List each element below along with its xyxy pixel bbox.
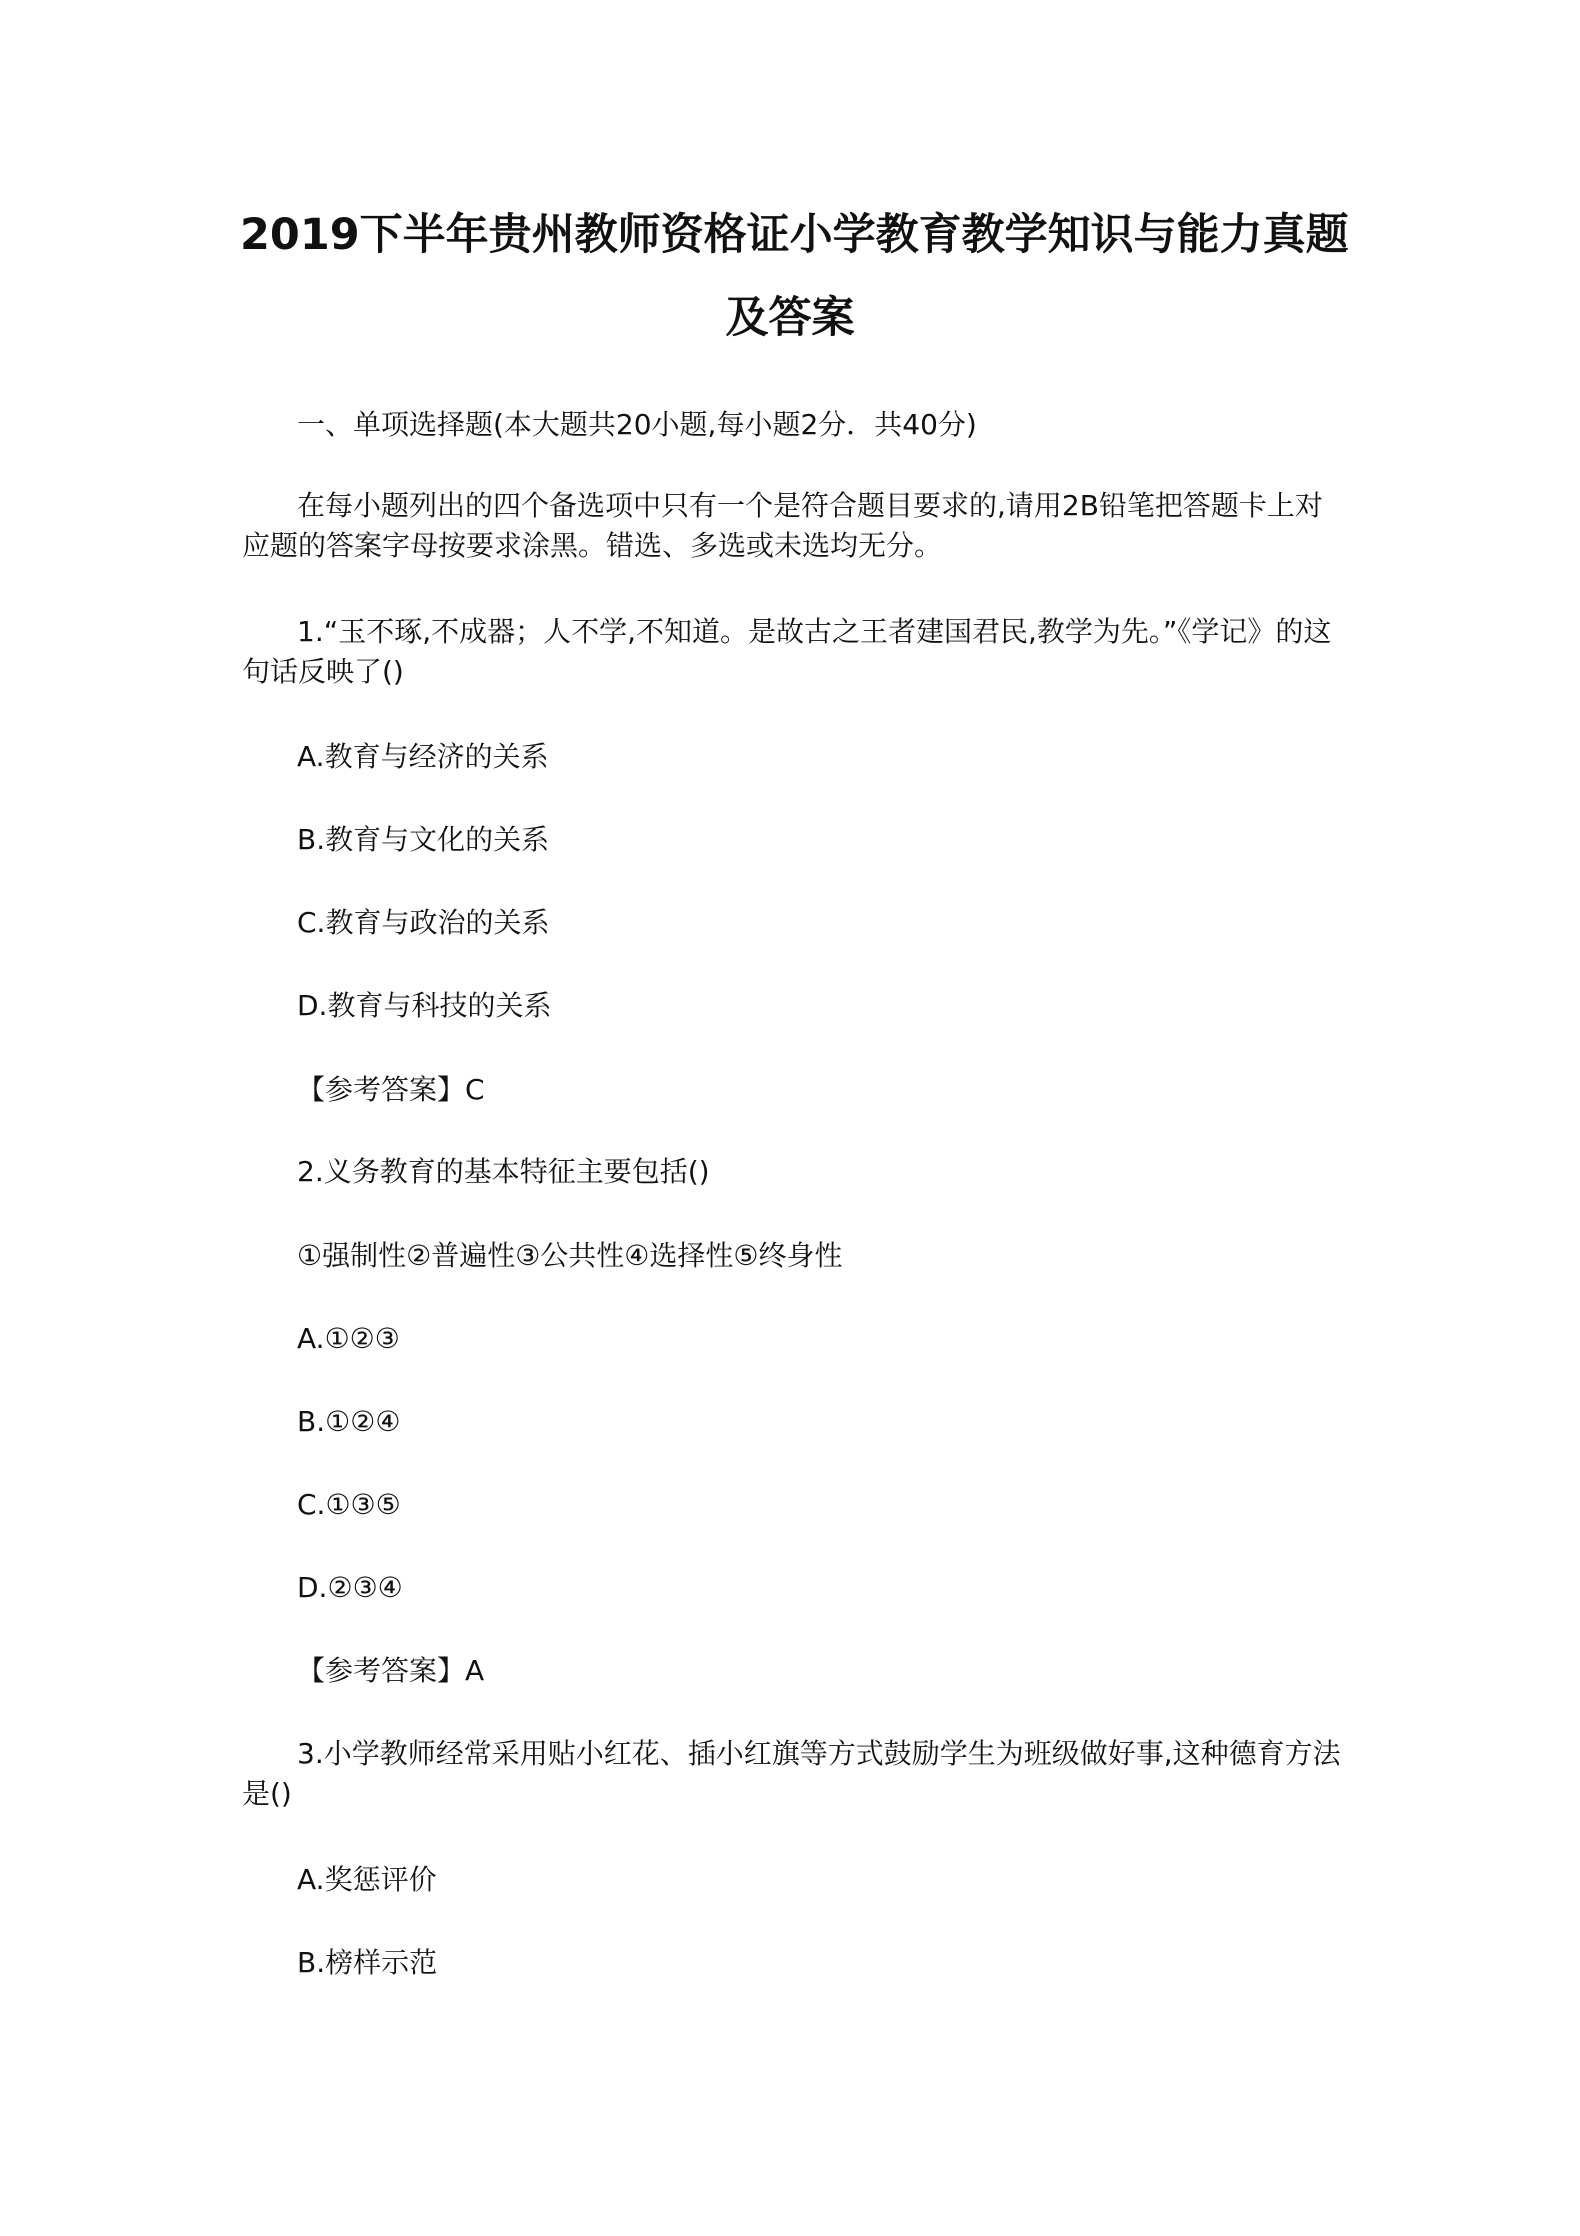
question-2-sub-line: ①强制性②普遍性③公共性④选择性⑤终身性 — [297, 1239, 843, 1272]
question-3-stem-line-1: 3.小学教师经常采用贴小红花、插小红旗等方式鼓励学生为班级做好事,这种德育方法 — [297, 1737, 1341, 1770]
question-1-stem-line-2: 句话反映了() — [242, 655, 404, 688]
document-title-line-1: 2019下半年贵州教师资格证小学教育教学知识与能力真题 — [240, 210, 1349, 260]
question-1-stem-line-1: 1.“玉不琢,不成器；人不学,不知道。是故古之王者建国君民,教学为先。”《学记》的这 — [297, 615, 1332, 648]
question-1-option-d: D.教育与科技的关系 — [297, 989, 552, 1022]
question-2-option-c: C.①③⑤ — [297, 1488, 401, 1521]
question-3-option-b: B.榜样示范 — [297, 1946, 438, 1979]
question-1-option-a: A.教育与经济的关系 — [297, 740, 549, 773]
question-2-option-d: D.②③④ — [297, 1571, 403, 1604]
instructions-line-2: 应题的答案字母按要求涂黑。错选、多选或未选均无分。 — [242, 529, 943, 562]
document-title-line-2: 及答案 — [725, 293, 855, 343]
question-3-stem-line-2: 是() — [242, 1777, 292, 1810]
section-heading: 一、单项选择题(本大题共20小题,每小题2分．共40分) — [297, 408, 977, 441]
question-1-option-c: C.教育与政治的关系 — [297, 906, 550, 939]
question-1-option-b: B.教育与文化的关系 — [297, 823, 550, 856]
question-2-stem-line-1: 2.义务教育的基本特征主要包括() — [297, 1155, 710, 1188]
question-2-answer: 【参考答案】A — [297, 1654, 485, 1687]
question-3-option-a: A.奖惩评价 — [297, 1863, 437, 1896]
question-2-option-a: A.①②③ — [297, 1322, 400, 1355]
instructions-line-1: 在每小题列出的四个备选项中只有一个是符合题目要求的,请用2B铅笔把答题卡上对 — [297, 489, 1323, 522]
question-1-answer: 【参考答案】C — [297, 1073, 485, 1106]
question-2-option-b: B.①②④ — [297, 1405, 401, 1438]
